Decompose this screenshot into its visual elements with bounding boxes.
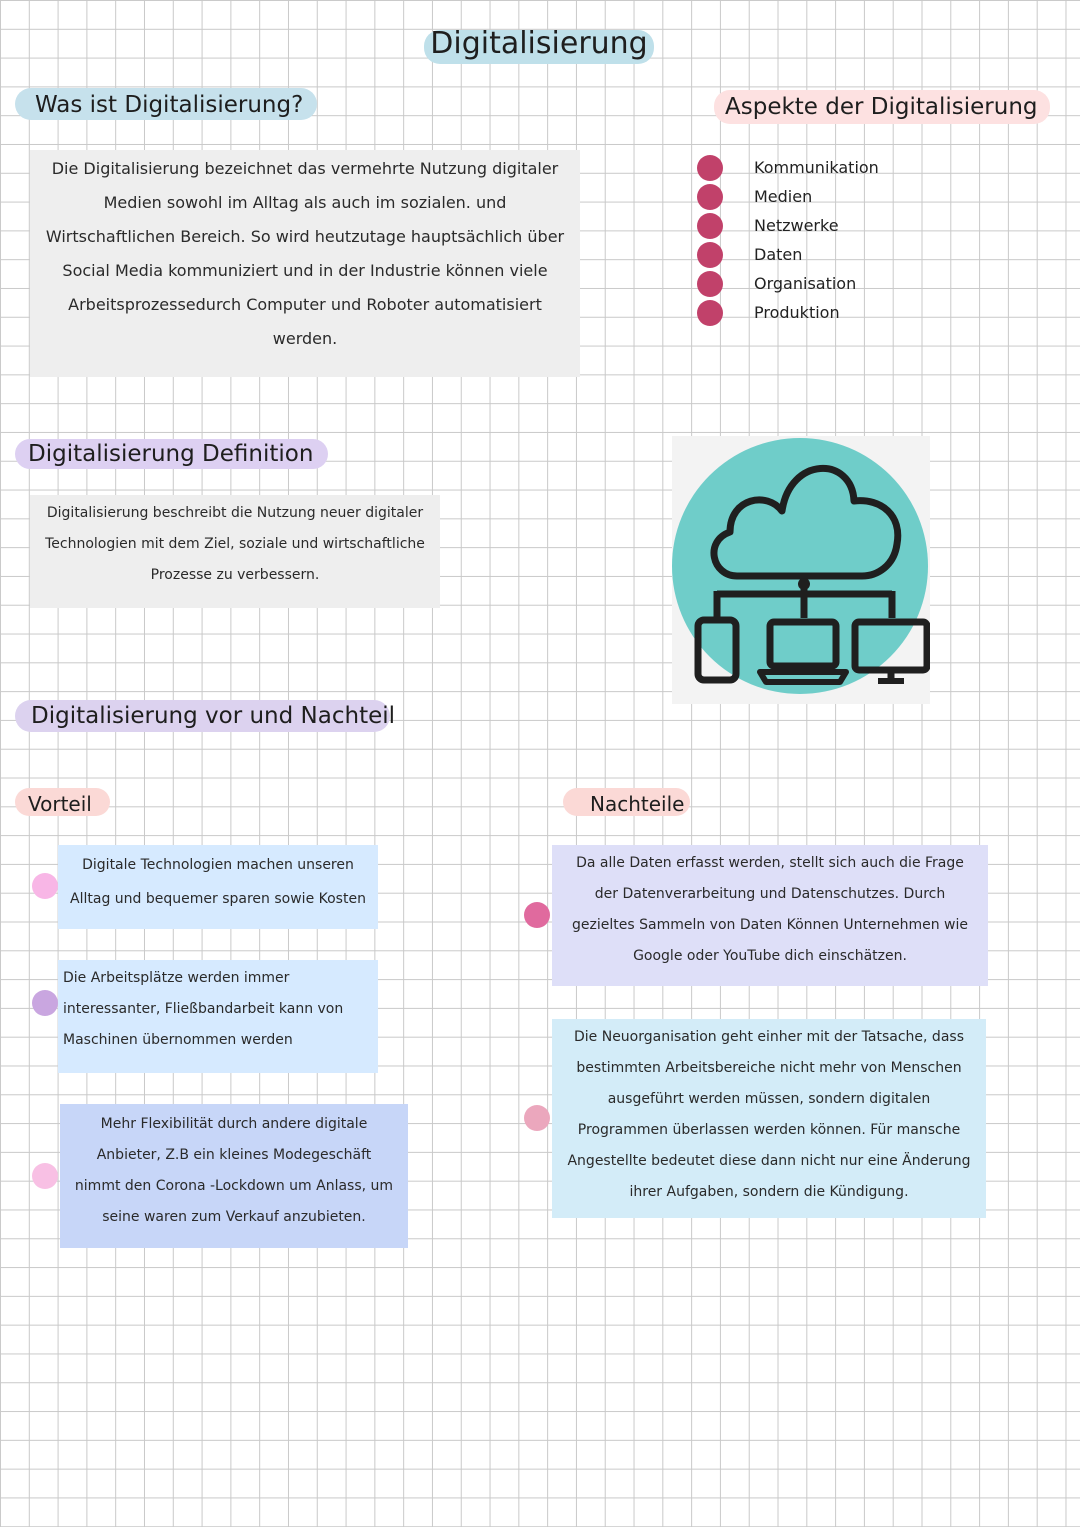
nachteil-text-line: ihrer Aufgaben, sondern die Kündigung. bbox=[629, 1184, 909, 1200]
nachteil-text-line: Google oder YouTube dich einschätzen. bbox=[633, 948, 907, 964]
nachteil-text-line: Da alle Daten erfasst werden, stellt sich auch die Frage bbox=[576, 855, 964, 871]
aspect-bullet-icon bbox=[697, 242, 723, 268]
vorteil-text-line: Anbieter, Z.B ein kleines Modegeschäft bbox=[96, 1147, 372, 1163]
aspect-bullet-icon bbox=[697, 271, 723, 297]
nachteil-text-line: Die Neuorganisation geht einher mit der Tatsache, dass bbox=[573, 1029, 964, 1045]
vorteil-text-line: Maschinen übernommen werden bbox=[63, 1032, 293, 1048]
nachteil-text-line: bestimmten Arbeitsbereiche nicht mehr von Menschen bbox=[576, 1060, 962, 1076]
aspect-item bbox=[754, 211, 879, 240]
nachteil-text-line: der Datenverarbeitung und Datenschutzes. Durch bbox=[594, 886, 946, 902]
definition-text-line: Technologien mit dem Ziel, soziale und wirtschaftliche bbox=[45, 536, 425, 552]
aspects-list bbox=[754, 153, 879, 327]
aspect-label: Produktion bbox=[754, 303, 840, 322]
nachteil-item bbox=[552, 845, 988, 986]
aspects-heading: Aspekte der Digitalisierung bbox=[725, 94, 1038, 120]
nachteil-text-line: gezieltes Sammeln von Daten Können Unternehmen wie bbox=[572, 917, 968, 933]
cloud-network-icon bbox=[672, 436, 930, 704]
nachteil-text-line: Programmen überlassen werden können. Für mansche bbox=[577, 1122, 961, 1138]
what-text-line: Wirtschaftlichen Bereich. So wird heutzutage hauptsächlich über bbox=[45, 227, 565, 246]
definition-text-line: Prozesse zu verbessern. bbox=[150, 567, 320, 583]
definition-text-box bbox=[30, 495, 440, 608]
nachteil-text-line: ausgeführt werden müssen, sondern digitalen bbox=[607, 1091, 931, 1107]
vorteil-item bbox=[58, 845, 378, 929]
aspect-label: Daten bbox=[754, 245, 803, 264]
vorteil-text-line: seine waren zum Verkauf anzubieten. bbox=[102, 1209, 366, 1225]
nachteil-bullet-icon bbox=[524, 902, 550, 928]
what-text-line: Social Media kommuniziert und in der Industrie können viele bbox=[62, 261, 548, 280]
procon-heading: Digitalisierung vor und Nachteil bbox=[31, 703, 396, 729]
vorteil-label: Vorteil bbox=[28, 792, 92, 816]
aspect-label: Netzwerke bbox=[754, 216, 839, 235]
aspect-bullet-icon bbox=[697, 213, 723, 239]
vorteil-bullet-icon bbox=[32, 873, 58, 899]
vorteil-text-line: Digitale Technologien machen unseren bbox=[82, 857, 354, 873]
what-text-line: Arbeitsprozessedurch Computer und Roboter automatisiert bbox=[68, 295, 542, 314]
aspect-item bbox=[754, 153, 879, 182]
what-heading: Was ist Digitalisierung? bbox=[35, 92, 304, 118]
aspect-bullet-icon bbox=[697, 300, 723, 326]
what-text-box bbox=[30, 150, 580, 377]
nachteil-bullet-icon bbox=[524, 1105, 550, 1131]
nachteile-label: Nachteile bbox=[590, 792, 685, 816]
what-text-line: Medien sowohl im Alltag als auch im sozialen. und bbox=[103, 193, 507, 212]
vorteil-text-line: Die Arbeitsplätze werden immer bbox=[63, 970, 290, 986]
vorteil-item bbox=[60, 1104, 408, 1248]
cloud-network-illustration bbox=[672, 436, 930, 704]
vorteil-item bbox=[58, 960, 378, 1073]
what-text-line: werden. bbox=[272, 329, 338, 348]
vorteil-bullet-icon bbox=[32, 1163, 58, 1189]
definition-text-line: Digitalisierung beschreibt die Nutzung neuer digitaler bbox=[46, 505, 424, 521]
aspect-bullet-icon bbox=[697, 184, 723, 210]
vorteil-text-line: Alltag und bequemer sparen sowie Kosten bbox=[70, 891, 366, 907]
nachteil-text-line: Angestellte bedeutet diese dann nicht nur eine Änderung bbox=[567, 1153, 971, 1169]
page-title: Digitalisierung bbox=[430, 26, 648, 61]
aspect-bullet-icon bbox=[697, 155, 723, 181]
aspect-item bbox=[754, 298, 879, 327]
aspect-item bbox=[754, 269, 879, 298]
aspect-item bbox=[754, 240, 879, 269]
definition-heading: Digitalisierung Definition bbox=[28, 441, 314, 467]
aspect-label: Organisation bbox=[754, 274, 857, 293]
aspect-item bbox=[754, 182, 879, 211]
vorteil-text-line: nimmt den Corona -Lockdown um Anlass, um bbox=[74, 1178, 394, 1194]
what-text-line: Die Digitalisierung bezeichnet das vermehrte Nutzung digitaler bbox=[51, 159, 559, 178]
vorteil-text-line: interessanter, Fließbandarbeit kann von bbox=[63, 1001, 344, 1017]
vorteil-text-line: Mehr Flexibilität durch andere digitale bbox=[100, 1116, 368, 1132]
aspect-label: Kommunikation bbox=[754, 158, 879, 177]
nachteil-item bbox=[552, 1019, 986, 1218]
vorteil-bullet-icon bbox=[32, 990, 58, 1016]
aspect-label: Medien bbox=[754, 187, 813, 206]
